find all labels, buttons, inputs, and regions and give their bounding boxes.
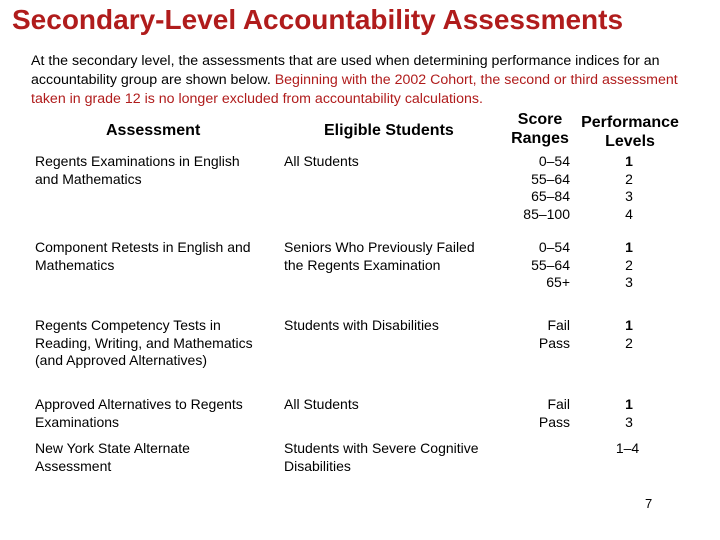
row-4-assessment-line: Examinations (35, 413, 120, 430)
page-number: 7 (645, 496, 653, 511)
row-4-assessment-line: Approved Alternatives to Regents (35, 396, 243, 412)
score-range: 65+ (546, 274, 570, 290)
row-5-levels (600, 440, 655, 458)
row-2-assessment (35, 239, 251, 274)
row-3-scores (490, 317, 570, 352)
score-range: 55–64 (531, 170, 570, 187)
row-2-eligible-line: the Regents Examination (284, 256, 441, 273)
header-eligible-students: Eligible Students (324, 122, 454, 139)
row-4-eligible-line: All Students (284, 396, 359, 412)
row-2-eligible (284, 239, 475, 274)
row-3-assessment-line: (and Approved Alternatives) (35, 352, 207, 368)
row-3-assessment-line: Regents Competency Tests in (35, 317, 221, 333)
header-score-ranges (500, 110, 580, 148)
row-5-assessment-line: New York State Alternate (35, 440, 190, 456)
performance-level: 3 (625, 413, 633, 430)
score-range: 0–54 (538, 239, 570, 255)
performance-level: 1 (625, 153, 633, 169)
performance-level: 1 (625, 396, 633, 412)
performance-level: 1 (625, 239, 633, 255)
performance-level: 2 (625, 334, 633, 351)
row-1-assessment-line: and Mathematics (35, 170, 142, 187)
performance-level: 1–4 (615, 440, 640, 456)
performance-level: 1 (625, 317, 633, 333)
score-range: Pass (538, 334, 570, 351)
performance-level: 3 (625, 274, 633, 290)
row-1-assessment-line: Regents Examinations in English (35, 153, 240, 169)
row-4-assessment (35, 396, 243, 431)
row-3-eligible (284, 317, 439, 335)
header-level-line1: Performance (581, 114, 679, 131)
score-range: Fail (547, 396, 570, 412)
header-assessment: Assessment (106, 122, 201, 139)
score-range: Fail (547, 317, 570, 333)
page-title: Secondary-Level Accountability Assessments (12, 4, 624, 35)
row-1-assessment (35, 153, 240, 188)
header-score-line2: Ranges (511, 130, 569, 147)
row-5-eligible-line: Disabilities (284, 457, 351, 474)
performance-level: 2 (625, 256, 633, 273)
intro-text: At the secondary level, the assessments that are used when determining performance indices for an accountability group are shown below. (31, 53, 660, 88)
row-3-assessment-line: Reading, Writing, and Mathematics (35, 334, 253, 351)
row-1-eligible (284, 153, 359, 171)
header-level-line2: Levels (605, 133, 655, 150)
row-4-levels (609, 396, 649, 431)
performance-level: 4 (625, 205, 633, 222)
row-1-levels (609, 153, 649, 223)
row-3-eligible-line: Students with Disabilities (284, 317, 439, 333)
row-5-assessment (35, 440, 190, 475)
row-2-eligible-line: Seniors Who Previously Failed (284, 239, 475, 255)
performance-level: 2 (625, 170, 633, 187)
header-score-line1: Score (517, 111, 563, 128)
row-4-scores (490, 396, 570, 431)
row-5-eligible-line: Students with Severe Cognitive (284, 440, 479, 456)
row-3-assessment (35, 317, 253, 370)
row-2-assessment-line: Component Retests in English and (35, 239, 251, 255)
score-range: 65–84 (531, 188, 570, 204)
row-2-assessment-line: Mathematics (35, 256, 115, 273)
row-2-scores (490, 239, 570, 292)
score-range: 0–54 (538, 153, 570, 169)
performance-level: 3 (625, 188, 633, 204)
row-3-levels (609, 317, 649, 352)
row-1-scores (490, 153, 570, 223)
intro-paragraph (31, 52, 701, 109)
row-2-levels (609, 239, 649, 292)
header-performance-levels (570, 113, 690, 151)
score-range: Pass (538, 413, 570, 430)
intro-highlight: Beginning with the 2002 Cohort, the second or third assessment taken in grade 12 is no longer excluded from accountability calculations. (31, 72, 678, 107)
row-5-eligible (284, 440, 479, 475)
row-5-assessment-line: Assessment (35, 457, 112, 474)
score-range: 55–64 (531, 256, 570, 273)
row-1-eligible-line: All Students (284, 153, 359, 169)
score-range: 85–100 (523, 205, 570, 222)
row-4-eligible (284, 396, 359, 414)
